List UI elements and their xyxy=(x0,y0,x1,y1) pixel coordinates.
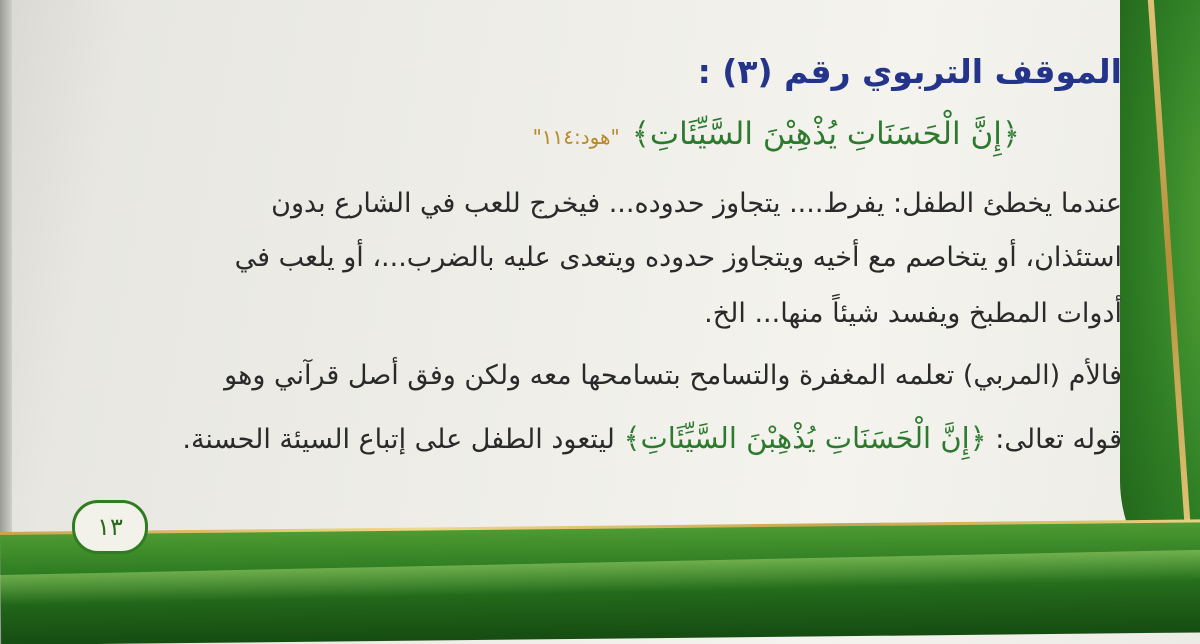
verse-line xyxy=(200,116,1020,152)
paragraph-line: فالأم (المربي) تعلمه المغفرة والتسامح بتسامحها معه ولكن وفق أصل قرآني وهو xyxy=(224,360,1122,391)
paragraph-line: عندما يخطئ الطفل: يفرط.... يتجاوز حدوده... فيخرج للعب في الشارع بدون xyxy=(271,188,1122,219)
verse-intro: قوله تعالى: xyxy=(995,424,1122,455)
inline-quran-verse: ﴿إِنَّ الْحَسَنَاتِ يُذْهِبْنَ السَّيِّئَاتِ﴾ xyxy=(623,421,987,455)
paragraph-line-with-verse xyxy=(122,421,1122,455)
page-number: ١٣ xyxy=(97,513,123,541)
page-title: الموقف التربوي رقم (٣) : xyxy=(697,52,1122,91)
page-number-badge xyxy=(72,500,148,554)
quran-verse: ﴿إِنَّ الْحَسَنَاتِ يُذْهِبْنَ السَّيِّئَاتِ﴾ xyxy=(631,116,1020,152)
verse-reference: "هود:١١٤" xyxy=(532,125,620,149)
paragraph-line: أدوات المطبخ ويفسد شيئاً منها... الخ. xyxy=(704,298,1122,329)
paragraph-line: استئذان، أو يتخاصم مع أخيه ويتجاوز حدوده ويتعدى عليه بالضرب...، أو يلعب في xyxy=(234,242,1122,273)
paragraph-end: ليتعود الطفل على إتباع السيئة الحسنة. xyxy=(182,424,615,455)
